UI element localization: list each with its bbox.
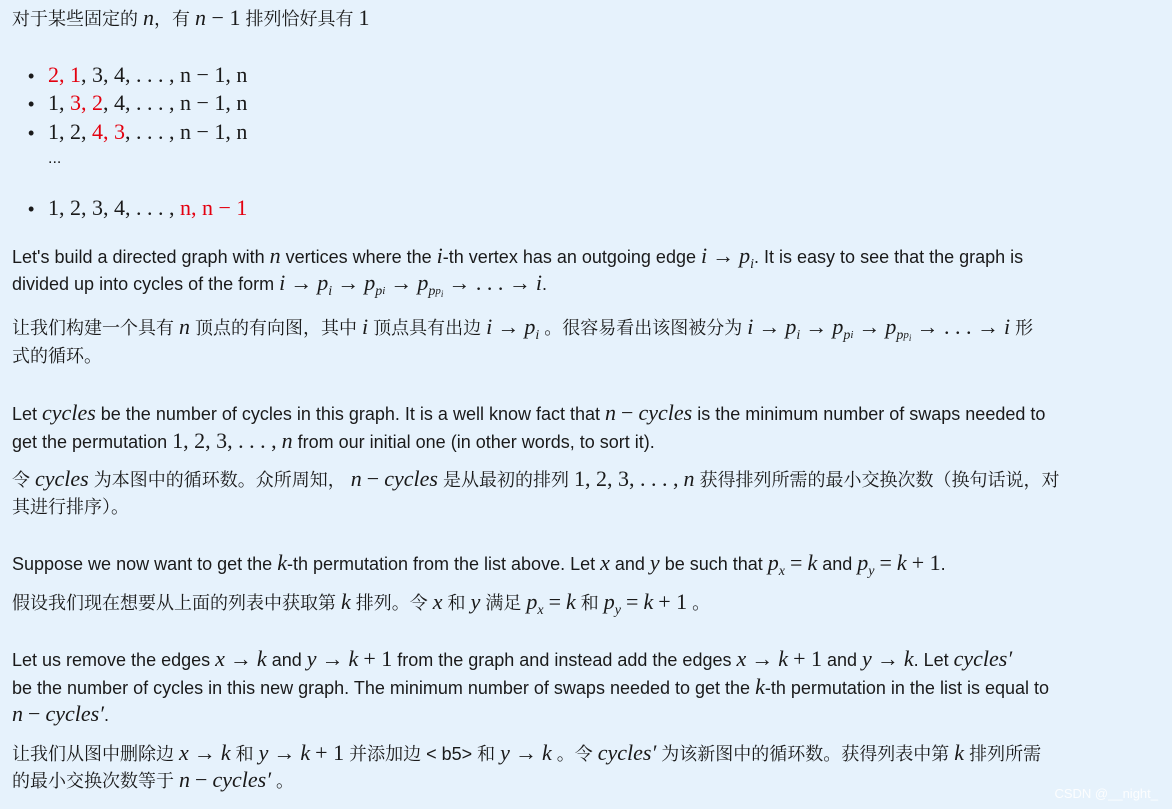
list-item: • 1, 2, 3, 4, . . . , n, n − 1 [28,195,248,220]
list-item: • 1, 2, 4, 3, . . . , n − 1, n [28,119,248,144]
paragraph-en-1b: divided up into cycles of the form $i \to p_i \to p_{pi} \to p_{pp_i}$ → . . . → i. [12,270,547,300]
paragraph-zh-4b: 的最小交换次数等于 n − cycles′ 。 [12,767,295,792]
list-item: • 1, 3, 2, 4, . . . , n − 1, n [28,90,248,115]
paragraph-en-1a: Let's build a directed graph with n vertices where the i-th vertex has an outgoing edge $i \to p_i$. It is easy to see that the graph is [12,243,1024,272]
watermark: CSDN @__night_ [1054,786,1158,801]
list-item: • 2, 1, 3, 4, . . . , n − 1, n [28,62,248,87]
paragraph-zh-1a: 让我们构建一个具有 n 顶点的有向图，其中 i 顶点具有出边 $i \to p_i$ 。很容易看出该图被分为 $i \to p_i \to p_{pi} \to p_{pp_i}$ → . . . → i 形 [12,314,1034,344]
paragraph-en-2a: Let cycles be the number of cycles in this graph. It is a well know fact that n − cycles is the minimum number of swaps needed to [12,400,1046,425]
paragraph-zh-1b: 式的循环。 [12,346,102,366]
intro-text: 对于某些固定的 n，有 n − 1 排列恰好具有 1 [12,5,370,30]
ellipsis: ... [48,150,62,167]
paragraph-en-4c: n − cycles′. [12,701,110,726]
paragraph-en-2b: get the permutation 1, 2, 3, . . . , n from our initial one (in other words, to sort it). [12,428,655,453]
paragraph-zh-3: 假设我们现在想要从上面的列表中获取第 k 排列。令 x 和 y 满足 $p_x = k$ 和 $p_y = k + 1$ 。 [12,589,711,618]
paragraph-en-4b: be the number of cycles in this new graph. The minimum number of swaps needed to get the k-th permutation in the list is equal to [12,674,1049,699]
paragraph-zh-4a: 让我们从图中删除边 x → k 和 y → k + 1 并添加边 < b5> 和 y → k 。令 cycles′ 为该新图中的循环数。获得列表中第 k 排列所需 [12,740,1042,765]
paragraph-zh-2a: 令 cycles 为本图中的循环数。众所周知， n − cycles 是从最初的排列 1, 2, 3, . . . , n 获得排列所需的最小交换次数（换句话说，对 [12,466,1060,491]
paragraph-en-4a: Let us remove the edges x → k and y → k + 1 from the graph and instead add the edges x → k + 1 and y → k. Let cycles′ [12,646,1013,671]
paragraph-en-3: Suppose we now want to get the k-th permutation from the list above. Let x and y be such that $p_x = k$ and $p_y = k + 1$. [12,550,946,579]
paragraph-zh-2b: 其进行排序）。 [12,497,129,517]
